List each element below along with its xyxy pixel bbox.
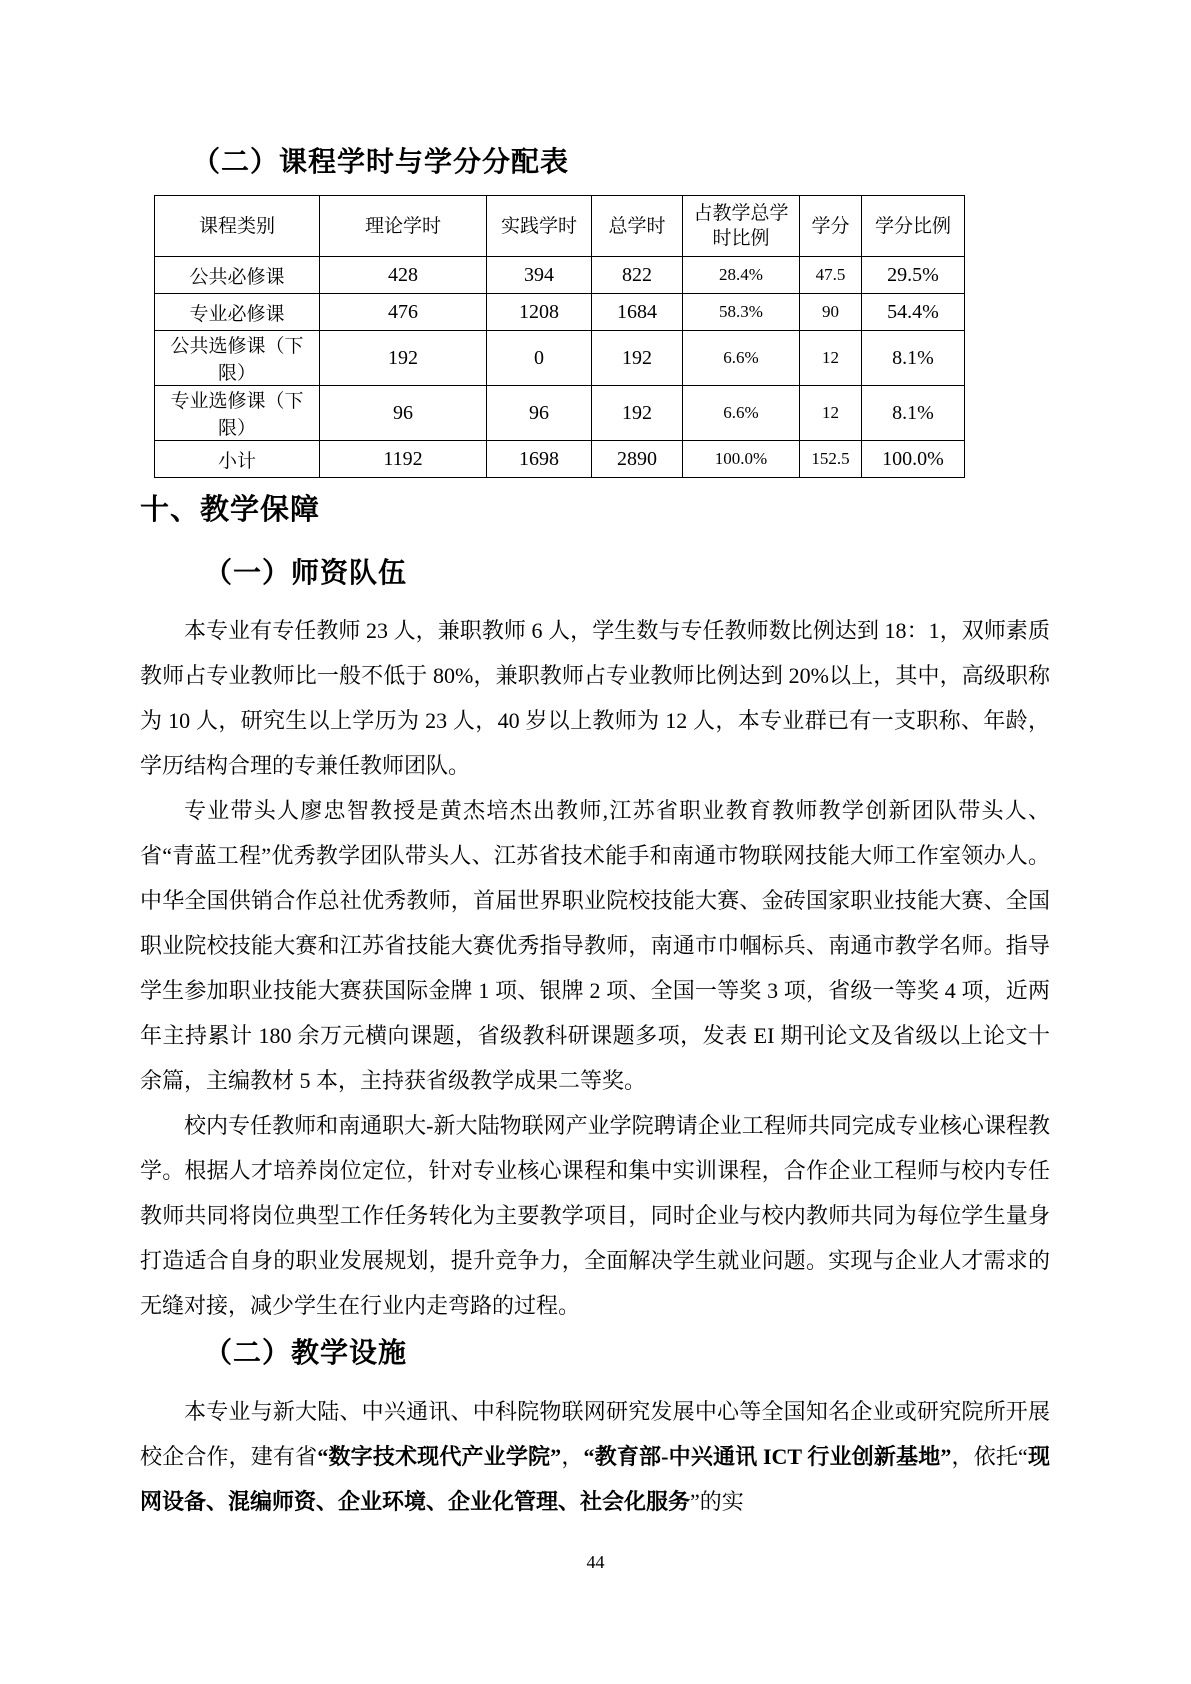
table-row-subtotal [155, 441, 965, 478]
table-cell: 394 [487, 257, 592, 294]
table-cell: 100.0% [683, 441, 800, 478]
table-row [155, 331, 965, 386]
paragraph-segment-bold: 现网设备、混编师资、企业环境、企业化管理、社会化服务 [140, 1443, 1050, 1514]
table-cell: 12 [800, 386, 862, 441]
table-cell: 公共选修课（下限） [155, 331, 320, 386]
table-row [155, 294, 965, 331]
table-cell: 1192 [320, 441, 487, 478]
paragraph-segment: ，依托“ [951, 1443, 1028, 1469]
course-hours-credits-table [154, 195, 965, 478]
header-practice-hours: 实践学时 [487, 196, 592, 257]
table-cell: 152.5 [800, 441, 862, 478]
table-cell: 100.0% [862, 441, 965, 478]
paragraph-enterprise-cooperation: 校内专任教师和南通职大-新大陆物联网产业学院聘请企业工程师共同完成专业核心课程教学。根据人才培养岗位定位，针对专业核心课程和集中实训课程，合作企业工程师与校内专任教师共同将岗位典型工作任务转化为主要教学项目，同时企业与校内教师共同为每位学生量身打造适合自身的职业发展规划，提升竞争力，全面解决学生就业问题。实现与企业人才需求的无缝对接，减少学生在行业内走弯路的过程。 [140, 1113, 1050, 1319]
table-row [155, 257, 965, 294]
table-cell: 2890 [592, 441, 683, 478]
header-credits: 学分 [800, 196, 862, 257]
table-cell: 47.5 [800, 257, 862, 294]
paragraph-segment: ”的实 [690, 1488, 744, 1514]
paragraph-segment-bold: “教育部-中兴通讯 ICT 行业创新基地” [583, 1443, 952, 1469]
page-number: 44 [586, 1552, 605, 1572]
table-cell: 12 [800, 331, 862, 386]
section-heading-teaching-guarantee: 十、教学保障 [140, 494, 321, 527]
table-cell: 小计 [155, 441, 320, 478]
table-cell: 96 [487, 386, 592, 441]
header-course-category: 课程类别 [155, 196, 320, 257]
paragraph-facilities [140, 1389, 1050, 1524]
paragraph-segment: ， [561, 1443, 584, 1469]
table-cell: 29.5% [862, 257, 965, 294]
table-cell: 428 [320, 257, 487, 294]
table-cell: 8.1% [862, 386, 965, 441]
table-cell: 1698 [487, 441, 592, 478]
table-cell: 58.3% [683, 294, 800, 331]
table-cell: 6.6% [683, 331, 800, 386]
header-total-hours: 总学时 [592, 196, 683, 257]
paragraph-program-leader: 专业带头人廖忠智教授是黄杰培杰出教师,江苏省职业教育教师教学创新团队带头人、省“青蓝工程”优秀教学团队带头人、江苏省技术能手和南通市物联网技能大师工作室领办人。中华全国供销合作总社优秀教师，首届世界职业院校技能大赛、金砖国家职业技能大赛、全国职业院校技能大赛和江苏省技能大赛优秀指导教师，南通市巾帼标兵、南通市教学名师。指导学生参加职业技能大赛获国际金牌 1 项、银牌 2 项、全国一等奖 3 项，省级一等奖 4 项，近两年主持累计 180 余万元横向课题，省级教科研课题多项，发表 EI 期刊论文及省级以上论文十余篇，主编教材 5 本，主持获省级教学成果二等奖。 [140, 798, 1050, 1094]
table-cell: 6.6% [683, 386, 800, 441]
table-cell: 476 [320, 294, 487, 331]
paragraph-segment-bold: “数字技术现代产业学院” [317, 1443, 562, 1469]
table-header-row [155, 196, 965, 257]
table-cell: 822 [592, 257, 683, 294]
header-hours-ratio: 占教学总学时比例 [683, 196, 800, 257]
table-cell: 54.4% [862, 294, 965, 331]
table-cell: 192 [592, 386, 683, 441]
header-credit-ratio: 学分比例 [862, 196, 965, 257]
table-cell: 28.4% [683, 257, 800, 294]
table-row [155, 386, 965, 441]
table-cell: 1684 [592, 294, 683, 331]
table-section-title: （二）课程学时与学分分配表 [192, 147, 570, 178]
subsection-heading-teaching-facilities: （二）教学设施 [204, 1338, 408, 1370]
paragraph-segment: 本专业与新大陆、中兴通讯、中科院物联网研究发展中心等全国知名企业或研究院所开展校企合作，建有省 [140, 1398, 1050, 1469]
table-cell: 专业必修课 [155, 294, 320, 331]
table-cell: 192 [592, 331, 683, 386]
subsection-heading-faculty-team: （一）师资队伍 [204, 558, 408, 590]
table-cell: 192 [320, 331, 487, 386]
table-cell: 8.1% [862, 331, 965, 386]
table-cell: 1208 [487, 294, 592, 331]
table-cell: 96 [320, 386, 487, 441]
table-cell: 专业选修课（下限） [155, 386, 320, 441]
table-cell: 90 [800, 294, 862, 331]
paragraph-faculty-overview: 本专业有专任教师 23 人，兼职教师 6 人，学生数与专任教师数比例达到 18：1，双师素质教师占专业教师比一般不低于 80%，兼职教师占专业教师比例达到 20%以上，其中，高级职称为 10 人，研究生以上学历为 23 人，40 岁以上教师为 12 人，本专业群已有一支职称、年龄，学历结构合理的专兼任教师团队。 [140, 618, 1050, 779]
table-cell: 公共必修课 [155, 257, 320, 294]
header-theory-hours: 理论学时 [320, 196, 487, 257]
table-cell: 0 [487, 331, 592, 386]
